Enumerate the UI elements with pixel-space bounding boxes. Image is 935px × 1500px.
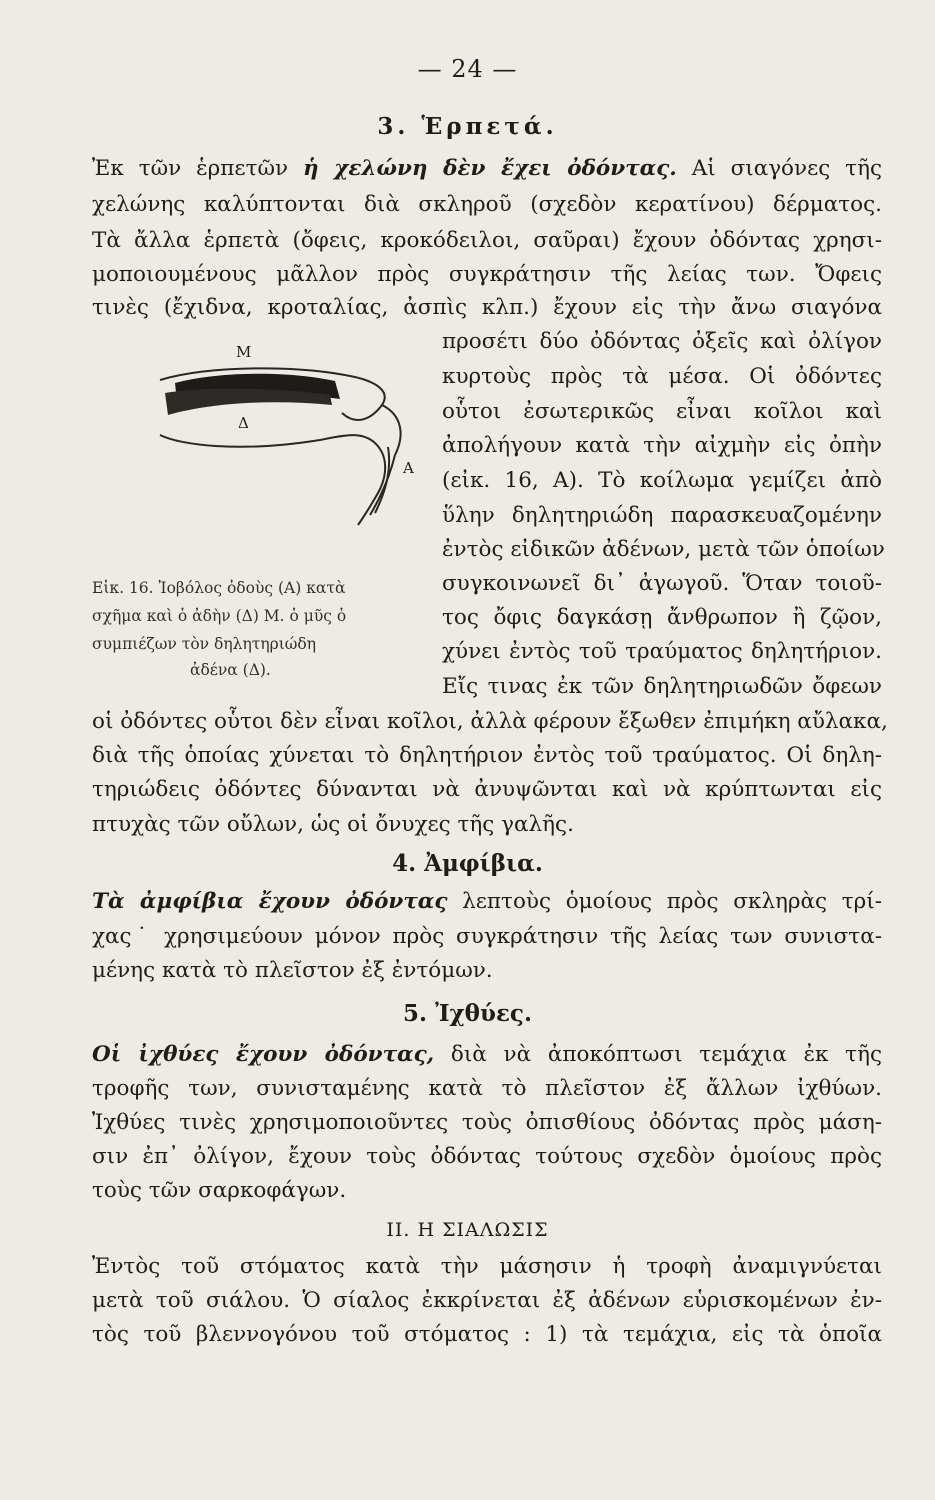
paragraph-line: μοποιουμένους μᾶλλον πρὸς συγκράτησιν τῆς λείας των. Ὄφεις [92, 262, 882, 287]
paragraph-line: ἀπολήγουν κατὰ τὴν αἰχμὴν εἰς ὀπὴν [442, 433, 882, 458]
paragraph-line: (εἰκ. 16, Α). Τὸ κοίλωμα γεμίζει ἀπὸ [442, 468, 882, 493]
paragraph-line: τὸς τοῦ βλεννογόνου τοῦ στόματος : 1) τὰ τεμάχια, εἰς τὰ ὁποῖα [92, 1322, 882, 1347]
section-5-number: 5. [403, 1000, 436, 1027]
paragraph-line: οὗτοι ἐσωτερικῶς εἶναι κοῖλοι καὶ [442, 399, 882, 424]
paragraph-line: μετὰ τοῦ σιάλου. Ὁ σίαλος ἐκκρίνεται ἐξ ἀδένων εὑρισκομένων ἐν- [92, 1288, 882, 1313]
paragraph-line: χύνει ἐντὸς τοῦ τραύματος δηλητήριον. [442, 639, 882, 664]
paragraph-line: τος ὄφις δαγκάσῃ ἄνθρωπον ἢ ζῷον, [442, 605, 882, 630]
paragraph-line [92, 158, 882, 180]
paragraph-line [92, 1044, 882, 1066]
paragraph-line: τοὺς τῶν σαρκοφάγων. [92, 1178, 347, 1203]
paragraph-line: Εἴς τινας ἐκ τῶν δηλητηριωδῶν ὄφεων [442, 674, 882, 699]
paragraph-line: πτυχὰς τῶν οὔλων, ὡς οἱ ὄνυχες τῆς γαλῆς. [92, 812, 574, 837]
chapter-ii-heading: ΙΙ. Η ΣΙΑΛΩΣΙΣ [386, 1219, 549, 1241]
figure-caption-line: ἀδένα (Δ). [190, 661, 271, 679]
paragraph-line: σιν ἐπ᾿ ὀλίγον, ἔχουν τοὺς ὀδόντας τούτους σχεδὸν ὁμοίους πρὸς [92, 1144, 882, 1169]
gland-outline-bottom [160, 435, 385, 525]
section-5-title: Ἰχθύες. [435, 1000, 532, 1027]
paragraph-line: Ἰχθύες τινὲς χρησιμοποιοῦντες τοὺς ὀπισθίους ὀδόντας πρὸς μάση- [92, 1110, 882, 1135]
paragraph-line: μένης κατὰ τὸ πλεῖστον ἐξ ἐντόμων. [92, 958, 493, 983]
figure-caption-line: συμπιέζων τὸν δηλητηριώδη [92, 635, 317, 653]
text-run: Αἱ σιαγόνες τῆς [676, 156, 882, 181]
venom-gland-illustration [120, 335, 440, 535]
paragraph-line: τινὲς (ἔχιδνα, κροταλίας, ἀσπὶς κλπ.) ἔχουν εἰς τὴν ἄνω σιαγόνα [92, 295, 882, 320]
section-5-heading [0, 1000, 935, 1027]
paragraph-line: τροφῆς των, συνισταμένης κατὰ τὸ πλεῖστον ἐξ ἄλλων ἰχθύων. [92, 1076, 882, 1101]
section-3-number: 3. [377, 113, 422, 140]
section-4-title: Ἀμφίβια. [424, 850, 543, 877]
paragraph-line: οἱ ὀδόντες οὗτοι δὲν εἶναι κοῖλοι, ἀλλὰ φέρουν ἔξωθεν ἐπιμήκη αὔλακα, [92, 709, 888, 734]
emphasis-run: Οἱ ἰχθύες ἔχουν ὀδόντας, [92, 1042, 435, 1067]
figure-venom-tooth [120, 335, 440, 535]
paragraph-line: Ἐντὸς τοῦ στόματος κατὰ τὴν μάσησιν ἡ τροφὴ ἀναμιγνύεται [92, 1254, 882, 1279]
section-3-heading [0, 113, 935, 140]
figure-caption-line: σχῆμα καὶ ὁ ἀδὴν (Δ) Μ. ὁ μῦς ὁ [92, 607, 347, 625]
text-run: διὰ νὰ ἀποκόπτωσι τεμάχια ἐκ τῆς [434, 1042, 882, 1067]
paragraph-line: χελώνης καλύπτονται διὰ σκληροῦ (σχεδὸν κερατίνου) δέρματος. [92, 192, 882, 217]
paragraph-line: ἐντὸς εἰδικῶν ἀδένων, μετὰ τῶν ὁποίων [442, 537, 885, 562]
paragraph-line: συγκοινωνεῖ δι᾿ ἀγωγοῦ. Ὅταν τοιοῦ- [442, 571, 882, 596]
section-4-number: 4. [392, 850, 425, 877]
section-4-heading [0, 850, 935, 877]
paragraph-line: τηριώδεις ὀδόντες δύνανται νὰ ἀνυψῶνται καὶ νὰ κρύπτωνται εἰς [92, 777, 882, 802]
section-3-title: Ἑρπετά. [421, 113, 558, 140]
label-a: Α [403, 459, 414, 477]
figure-caption-line: Εἰκ. 16. Ἰοβόλος ὀδοὺς (Α) κατὰ [92, 579, 346, 597]
muscle-shading-lower [165, 389, 332, 415]
paragraph-line: διὰ τῆς ὁποίας χύνεται τὸ δηλητήριον ἐντὸς τοῦ τραύματος. Οἱ δηλη- [92, 743, 882, 768]
paragraph-line: κυρτοὺς πρὸς τὰ μέσα. Οἱ ὀδόντες [442, 364, 882, 389]
paragraph-line [92, 891, 882, 913]
paragraph-line: Τὰ ἄλλα ἑρπετὰ (ὄφεις, κροκόδειλοι, σαῦραι) ἔχουν ὀδόντας χρησι- [92, 228, 882, 253]
text-run: Ἐκ τῶν ἑρπετῶν [92, 156, 303, 181]
text-run: λεπτοὺς ὁμοίους πρὸς σκληρὰς τρί- [447, 889, 882, 914]
emphasis-run: ἡ χελώνη δὲν ἔχει ὀδόντας. [303, 156, 677, 181]
paragraph-line: χας˙ χρησιμεύουν μόνον πρὸς συγκράτησιν τῆς λείας των συνιστα- [92, 924, 882, 949]
paragraph-line: ὕλην δηλητηριώδη παρασκευαζομένην [442, 503, 882, 528]
paragraph-line: προσέτι δύο ὀδόντας ὀξεῖς καὶ ὀλίγον [442, 329, 882, 354]
duct-line [382, 405, 401, 455]
emphasis-run: Τὰ ἀμφίβια ἔχουν ὀδόντας [92, 889, 448, 914]
label-m: Μ [236, 343, 252, 361]
label-delta: Δ [238, 414, 249, 432]
page-number: — 24 — [417, 55, 518, 83]
